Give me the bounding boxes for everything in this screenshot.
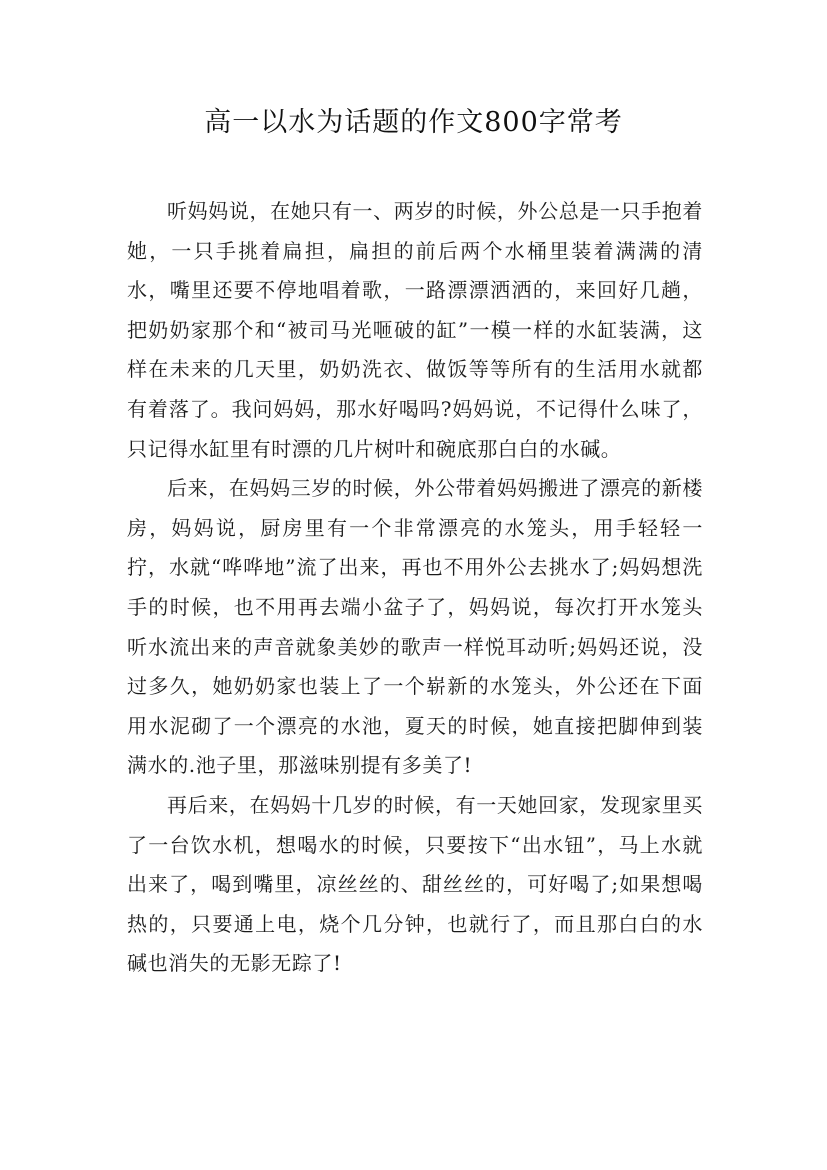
paragraph-3: 再后来，在妈妈十几岁的时候，有一天她回家，发现家里买了一台饮水机，想喝水的时候，只要按下“出水钮”，马上水就出来了，喝到嘴里，凉丝丝的、甜丝丝的，可好喝了;如果想喝热的，只要通上电，烧个几分钟，也就行了，而且那白白的水碱也消失的无影无踪了!	[127, 792, 703, 976]
document-title: 高一以水为话题的作文800字常考	[204, 107, 623, 138]
paragraph-2: 后来，在妈妈三岁的时候，外公带着妈妈搬进了漂亮的新楼房，妈妈说，厨房里有一个非常漂亮的水笼头，用手轻轻一拧，水就“哗哗地”流了出来，再也不用外公去挑水了;妈妈想洗手的时候，也不用再去端小盆子了，妈妈说，每次打开水笼头听水流出来的声音就象美妙的歌声一样悦耳动听;妈妈还说，没过多久，她奶奶家也装上了一个崭新的水笼头，外公还在下面用水泥砌了一个漂亮的水池，夏天的时候，她直接把脚伸到装满水的.池子里，那滋味别提有多美了!	[127, 476, 703, 778]
paragraph-1: 听妈妈说，在她只有一、两岁的时候，外公总是一只手抱着她，一只手挑着扁担，扁担的前后两个水桶里装着满满的清水，嘴里还要不停地唱着歌，一路漂漂洒洒的，来回好几趟，把奶奶家那个和“被司马光咂破的缸”一模一样的水缸装满，这样在未来的几天里，奶奶洗衣、做饭等等所有的生活用水就都有着落了。我问妈妈，那水好喝吗?妈妈说，不记得什么味了，只记得水缸里有时漂的几片树叶和碗底那白白的水碱。	[127, 199, 703, 461]
document-body	[127, 192, 703, 984]
